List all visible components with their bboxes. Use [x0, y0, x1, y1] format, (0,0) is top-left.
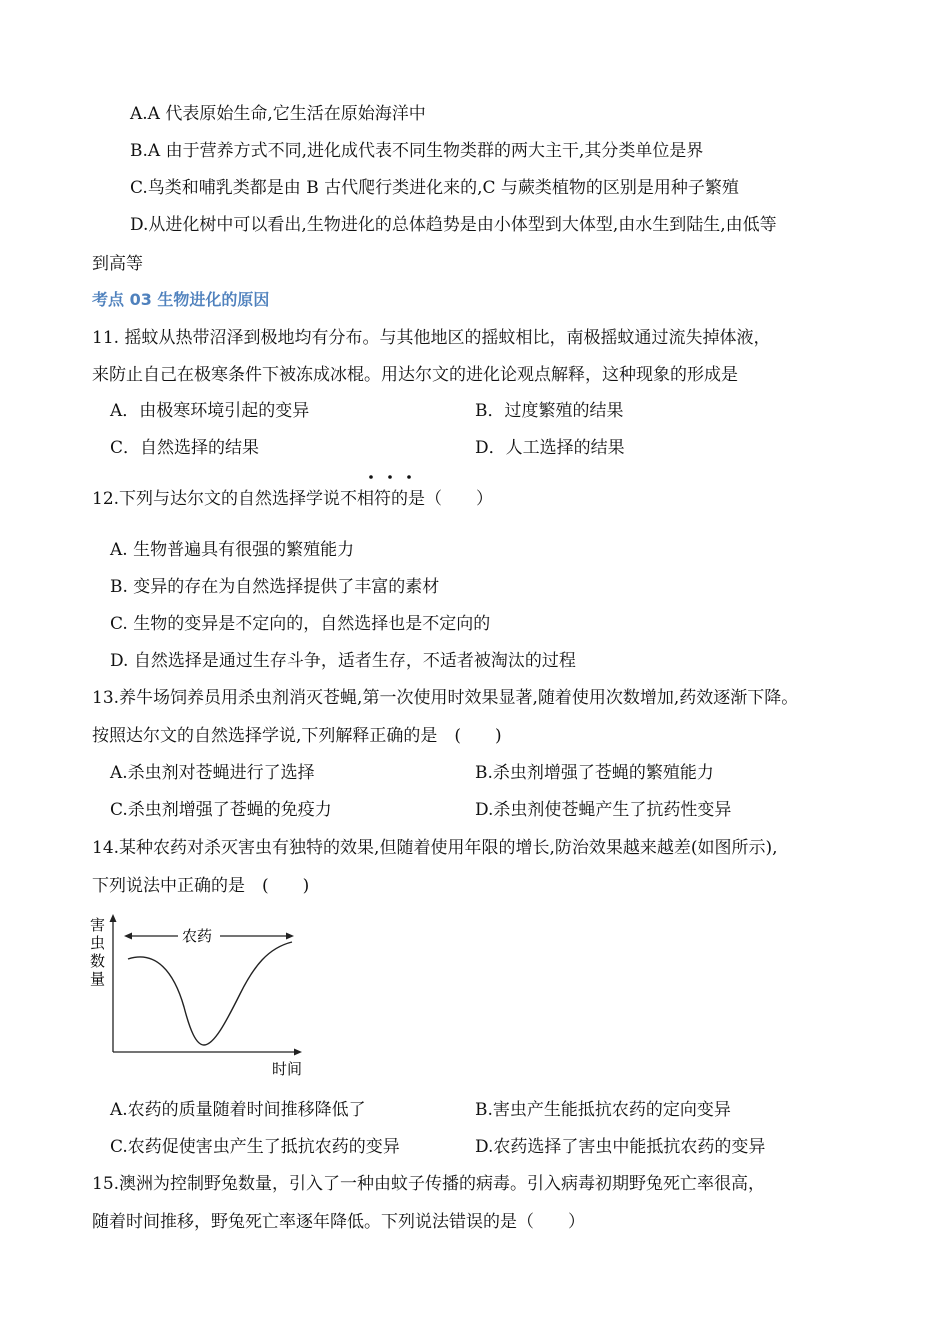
- q14-option-d: D.农药选择了害虫中能抵抗农药的变异: [475, 1137, 766, 1157]
- q10-option-d-line2: 到高等: [92, 254, 143, 274]
- y-axis-arrowhead: [110, 914, 117, 922]
- q14-option-c: C.农药促使害虫产生了抵抗农药的变异: [110, 1137, 400, 1157]
- emphasis-dots: [364, 472, 424, 482]
- y-axis-label-char: 虫: [90, 934, 106, 952]
- q11-option-c: C．自然选择的结果: [110, 438, 260, 458]
- x-axis-label: 时间: [272, 1060, 303, 1078]
- q14-stem-line2: 下列说法中正确的是 ( ): [92, 876, 310, 896]
- q14-option-b: B.害虫产生能抵抗农药的定向变异: [475, 1100, 731, 1120]
- q11-option-d: D．人工选择的结果: [475, 438, 625, 458]
- q11-option-b: B．过度繁殖的结果: [475, 401, 624, 421]
- q12-option-d: D. 自然选择是通过生存斗争，适者生存，不适者被淘汰的过程: [110, 651, 576, 671]
- q13-option-c: C.杀虫剂增强了苍蝇的免疫力: [110, 800, 332, 820]
- x-axis-arrowhead: [294, 1049, 302, 1056]
- pesticide-arrowhead-left: [124, 933, 132, 940]
- q14-stem-line1: 14.某种农药对杀灭害虫有独特的效果,但随着使用年限的增长,防治效果越来越差(如图所示),: [92, 838, 778, 858]
- q10-option-d-line1: D.从进化树中可以看出,生物进化的总体趋势是由小体型到大体型,由水生到陆生,由低等: [130, 215, 777, 235]
- q13-stem-line2: 按照达尔文的自然选择学说,下列解释正确的是 ( ): [92, 726, 502, 746]
- q12-stem: 12.下列与达尔文的自然选择学说不相符的是（ ）: [92, 489, 494, 509]
- y-axis-label-char: 量: [90, 970, 106, 988]
- section-heading: 考点 03 生物进化的原因: [92, 290, 270, 309]
- pesticide-arrow-label: 农药: [182, 927, 213, 945]
- pest-population-figure: [86, 912, 316, 1082]
- q10-option-a: A.A 代表原始生命,它生活在原始海洋中: [130, 104, 426, 124]
- q10-option-b: B.A 由于营养方式不同,进化成代表不同生物类群的两大主干,其分类单位是界: [130, 141, 704, 161]
- q12-option-a: A. 生物普遍具有很强的繁殖能力: [110, 540, 355, 560]
- q13-option-b: B.杀虫剂增强了苍蝇的繁殖能力: [475, 763, 714, 783]
- q15-stem-line2: 随着时间推移，野兔死亡率逐年降低。下列说法错误的是（ ）: [92, 1212, 585, 1232]
- q13-stem-line1: 13.养牛场饲养员用杀虫剂消灭苍蝇,第一次使用时效果显著,随着使用次数增加,药效逐渐下降。: [92, 688, 799, 708]
- y-axis-label-char: 害: [90, 916, 106, 934]
- q11-stem-line2: 来防止自己在极寒条件下被冻成冰棍。用达尔文的进化论观点解释，这种现象的形成是: [92, 365, 738, 385]
- q12-option-b: B. 变异的存在为自然选择提供了丰富的素材: [110, 577, 440, 597]
- q11-stem-line1: 11. 摇蚊从热带沼泽到极地均有分布。与其他地区的摇蚊相比，南极摇蚊通过流失掉体液，: [92, 328, 771, 348]
- population-curve: [128, 942, 292, 1045]
- q12-option-c: C. 生物的变异是不定向的，自然选择也是不定向的: [110, 614, 491, 634]
- q15-stem-line1: 15.澳洲为控制野兔数量，引入了一种由蚊子传播的病毒。引入病毒初期野兔死亡率很高，: [92, 1174, 766, 1194]
- q11-option-a: A．由极寒环境引起的变异: [110, 401, 310, 421]
- pesticide-arrowhead-right: [286, 933, 294, 940]
- q13-option-d: D.杀虫剂使苍蝇产生了抗药性变异: [475, 800, 732, 820]
- q10-option-c: C.鸟类和哺乳类都是由 B 古代爬行类进化来的,C 与蕨类植物的区别是用种子繁殖: [130, 178, 739, 198]
- y-axis-label-char: 数: [90, 952, 106, 970]
- q14-option-a: A.农药的质量随着时间推移降低了: [110, 1100, 366, 1120]
- q13-option-a: A.杀虫剂对苍蝇进行了选择: [110, 763, 315, 783]
